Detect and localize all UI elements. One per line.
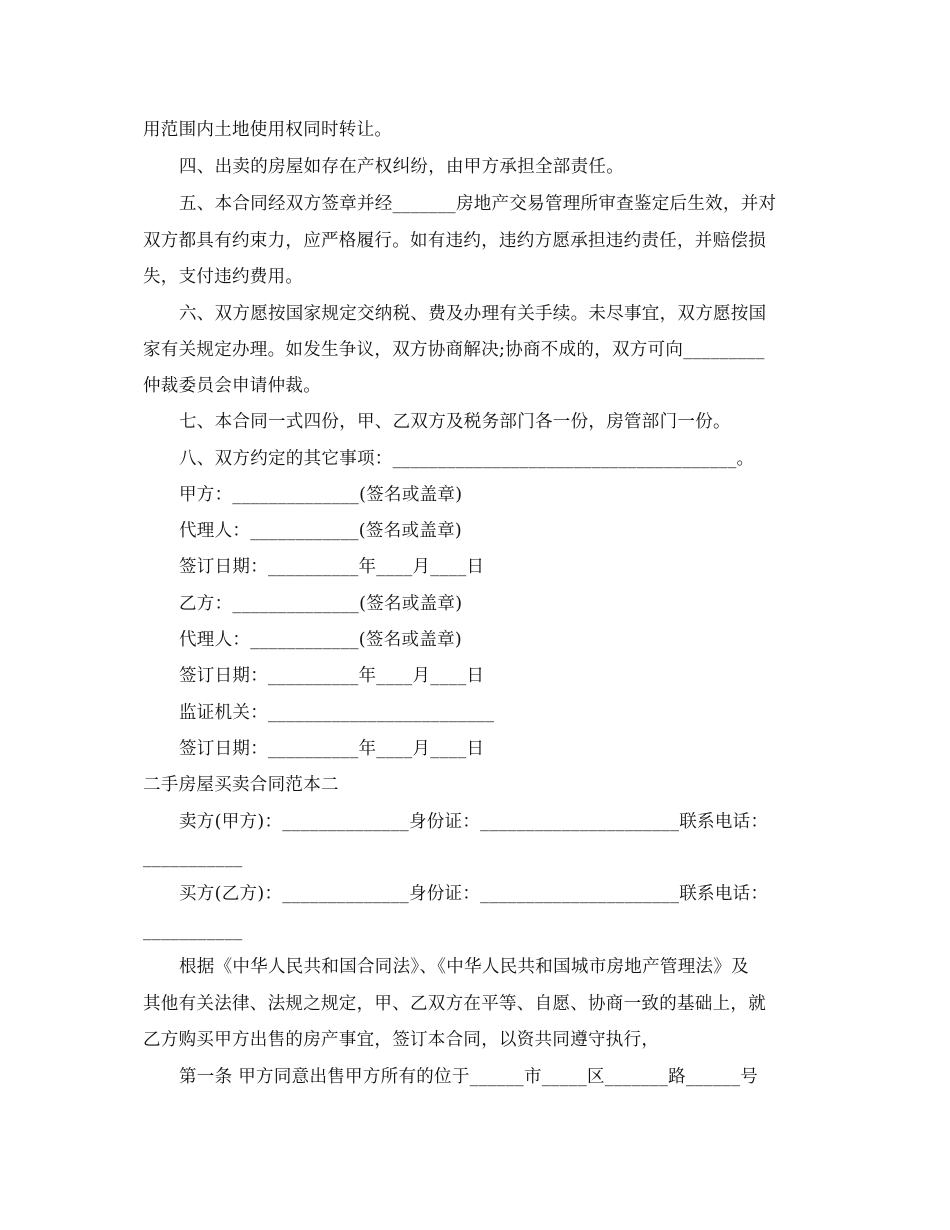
paragraph-line: 家有关规定办理。如发生争议，双方协商解决;协商不成的，双方可向_________ <box>143 340 765 360</box>
buyer-info: 买方(乙方)：______________身份证：______________________联系电话： <box>179 884 769 904</box>
clause-six: 六、双方愿按国家规定交纳税、费及办理有关手续。未尽事宜，双方愿按国 <box>179 304 767 324</box>
clause-seven: 七、本合同一式四份，甲、乙双方及税务部门各一份，房管部门一份。 <box>179 412 731 432</box>
clause-eight: 八、双方约定的其它事项：______________________________________。 <box>179 449 755 469</box>
witness-authority: 监证机关：_________________________ <box>179 703 495 723</box>
section-title: 二手房屋买卖合同范本二 <box>143 775 339 795</box>
paragraph-line: 其他有关法律、法规之规定，甲、乙双方在平等、自愿、协商一致的基础上，就 <box>143 994 766 1014</box>
seller-phone-blank: ___________ <box>143 848 243 868</box>
party-b-agent-signature: 代理人：____________(签名或盖章) <box>179 630 463 650</box>
paragraph-line: 仲裁委员会申请仲裁。 <box>143 376 321 396</box>
party-b-signature: 乙方：______________(签名或盖章) <box>179 594 463 614</box>
paragraph-line: 双方都具有约束力，应严格履行。如有违约，违约方愿承担违约责任，并赔偿损 <box>143 231 766 251</box>
party-a-agent-signature: 代理人：____________(签名或盖章) <box>179 521 463 541</box>
party-a-sign-date: 签订日期：__________年____月____日 <box>179 557 485 577</box>
witness-sign-date: 签订日期：__________年____月____日 <box>179 739 485 759</box>
buyer-phone-blank: ___________ <box>143 921 243 941</box>
clause-four: 四、出卖的房屋如存在产权纠纷，由甲方承担全部责任。 <box>179 157 624 177</box>
article-one: 第一条 甲方同意出售甲方所有的位于______市_____区_______路______号 <box>179 1067 759 1087</box>
clause-five: 五、本合同经双方签章并经_______房地产交易管理所审查鉴定后生效，并对 <box>179 194 777 214</box>
paragraph-line: 失，支付违约费用。 <box>143 267 304 287</box>
party-a-signature: 甲方：______________(签名或盖章) <box>179 485 463 505</box>
party-b-sign-date: 签订日期：__________年____月____日 <box>179 666 485 686</box>
preamble-line: 根据《中华人民共和国合同法》、《中华人民共和国城市房地产管理法》及 <box>179 957 749 977</box>
paragraph-line: 用范围内土地使用权同时转让。 <box>143 120 393 140</box>
seller-info: 卖方(甲方)：______________身份证：______________________联系电话： <box>179 812 769 832</box>
paragraph-line: 乙方购买甲方出售的房产事宜，签订本合同，以资共同遵守执行， <box>143 1030 660 1050</box>
